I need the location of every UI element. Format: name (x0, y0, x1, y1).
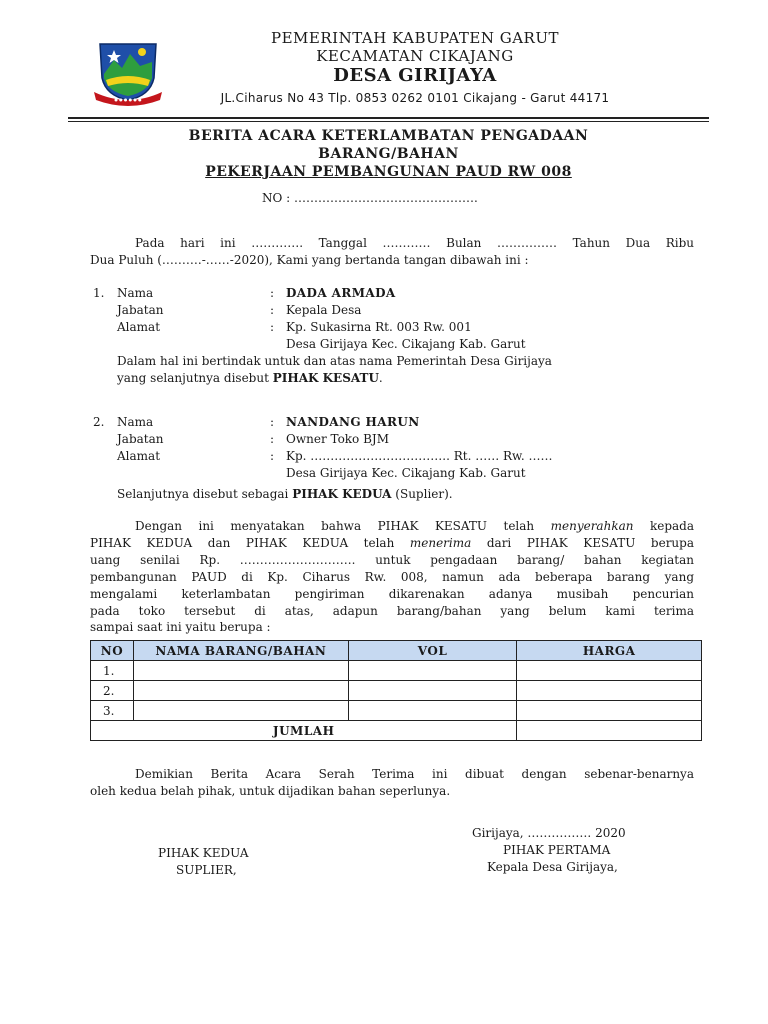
body-line1-emphasis: menyerahkan (550, 519, 634, 533)
col-header-price: HARGA (517, 641, 702, 661)
table-row (91, 681, 702, 701)
party1-address-label: Alamat (117, 320, 161, 334)
party2-colon-name: : (270, 415, 275, 429)
row-item (133, 681, 348, 701)
party1-colon-address: : (270, 320, 275, 334)
party1-note2 (117, 370, 383, 387)
closing-line1: Demikian Berita Acara Serah Terima ini dibuat dengan sebenar-benarnya (135, 767, 694, 781)
header-divider-thin (68, 121, 709, 122)
table-row (91, 701, 702, 721)
document-title-line2: BARANG/BAHAN (318, 146, 459, 162)
party2-note (117, 486, 453, 503)
intro-line2: Dua Puluh (……….-……-2020), Kami yang bertanda tangan dibawah ini : (90, 253, 529, 267)
row-item (133, 661, 348, 681)
signature-right-role: PIHAK PERTAMA (503, 843, 611, 857)
row-vol (348, 661, 517, 681)
party2-address2: Desa Girijaya Kec. Cikajang Kab. Garut (286, 466, 526, 480)
body-line7: sampai saat ini yaitu berupa : (90, 620, 271, 634)
row-no: 3. (91, 701, 134, 721)
party1-address1: Kp. Sukasirna Rt. 003 Rw. 001 (286, 320, 472, 334)
body-line4: pembangunan PAUD di Kp. Ciharus Rw. 008, namun ada beberapa barang yang (90, 570, 694, 584)
body-line6: pada toko tersebut di atas, adapun barang/bahan yang belum kami terima (90, 604, 694, 618)
col-header-vol: VOL (348, 641, 517, 661)
signature-left-title: SUPLIER, (176, 863, 237, 877)
row-no: 1. (91, 661, 134, 681)
body-line3: uang senilai Rp. ……………………….. untuk pengadaan barang/ bahan kegiatan (90, 553, 694, 567)
party1-position-label: Jabatan (117, 303, 164, 317)
party2-name: NANDANG HARUN (286, 415, 420, 429)
party1-alias: PIHAK KESATU (272, 371, 379, 385)
body-line2-emphasis: menerima (409, 536, 472, 550)
closing-line2: oleh kedua belah pihak, untuk dijadikan bahan seperlunya. (90, 784, 451, 798)
row-vol (348, 701, 517, 721)
party2-index: 2. (93, 415, 105, 429)
body-line5: mengalami keterlambatan pengiriman dikarenakan adanya musibah pencurian (90, 587, 694, 601)
regency-crest-icon (92, 38, 164, 106)
party2-note-prefix: Selanjutnya disebut sebagai (117, 487, 293, 501)
party1-address2: Desa Girijaya Kec. Cikajang Kab. Garut (286, 337, 526, 351)
row-vol (348, 681, 517, 701)
party1-note2-suffix: . (378, 371, 383, 385)
party2-colon-position: : (270, 432, 275, 446)
total-value (517, 721, 702, 741)
col-header-item: NAMA BARANG/BAHAN (133, 641, 348, 661)
header-village: DESA GIRIJAYA (333, 65, 497, 86)
party2-note-suffix: (Suplier). (391, 487, 453, 501)
document-title-line1: BERITA ACARA KETERLAMBATAN PENGADAAN (188, 128, 589, 144)
body-line1 (135, 518, 694, 535)
signature-left-role: PIHAK KEDUA (158, 846, 249, 860)
party1-note2-prefix: yang selanjutnya disebut (117, 371, 273, 385)
party1-colon-name: : (270, 286, 275, 300)
party2-colon-address: : (270, 449, 275, 463)
party2-position-label: Jabatan (117, 432, 164, 446)
row-no: 2. (91, 681, 134, 701)
row-price (517, 681, 702, 701)
table-row (91, 661, 702, 681)
row-price (517, 701, 702, 721)
total-label: JUMLAH (91, 721, 517, 741)
table-total-row (91, 721, 702, 741)
header-government: PEMERINTAH KABUPATEN GARUT (271, 29, 559, 47)
body-line2-c: dari PIHAK KESATU berupa (471, 536, 694, 550)
row-item (133, 701, 348, 721)
row-price (517, 661, 702, 681)
svg-text:● ● ● ● ● ●: ● ● ● ● ● ● (114, 97, 142, 102)
items-table (90, 640, 702, 741)
body-line2 (90, 535, 694, 552)
body-line1-a: Dengan ini menyatakan bahwa PIHAK KESATU telah (135, 519, 551, 533)
party1-position: Kepala Desa (286, 303, 362, 317)
party1-colon-position: : (270, 303, 275, 317)
intro-line1: Pada hari ini …………. Tanggal ………… Bulan …………… Tahun Dua Ribu (135, 236, 694, 250)
document-number: NO : ………………………………………. (262, 191, 478, 205)
body-line2-a: PIHAK KEDUA dan PIHAK KEDUA telah (90, 536, 410, 550)
party2-name-label: Nama (117, 415, 154, 429)
table-header-row (91, 641, 702, 661)
party2-address1: Kp. …………………………….. Rt. …… Rw. …… (286, 449, 553, 463)
body-line1-c: kepada (633, 519, 694, 533)
header-divider-thick (68, 117, 709, 119)
col-header-no: NO (91, 641, 134, 661)
party1-name-label: Nama (117, 286, 154, 300)
party1-name: DADA ARMADA (286, 286, 396, 300)
party2-position: Owner Toko BJM (286, 432, 390, 446)
party1-note1: Dalam hal ini bertindak untuk dan atas nama Pemerintah Desa Girijaya (117, 354, 552, 368)
header-address: JL.Ciharus No 43 Tlp. 0853 0262 0101 Cikajang - Garut 44171 (220, 91, 610, 105)
header-district: KECAMATAN CIKAJANG (316, 47, 514, 65)
document-title-line3: PEKERJAAN PEMBANGUNAN PAUD RW 008 (205, 164, 572, 180)
signature-right-title: Kepala Desa Girijaya, (487, 860, 618, 874)
party1-index: 1. (93, 286, 105, 300)
signature-place-date: Girijaya, ……………. 2020 (472, 826, 626, 840)
party2-address-label: Alamat (117, 449, 161, 463)
party2-alias: PIHAK KEDUA (292, 487, 392, 501)
